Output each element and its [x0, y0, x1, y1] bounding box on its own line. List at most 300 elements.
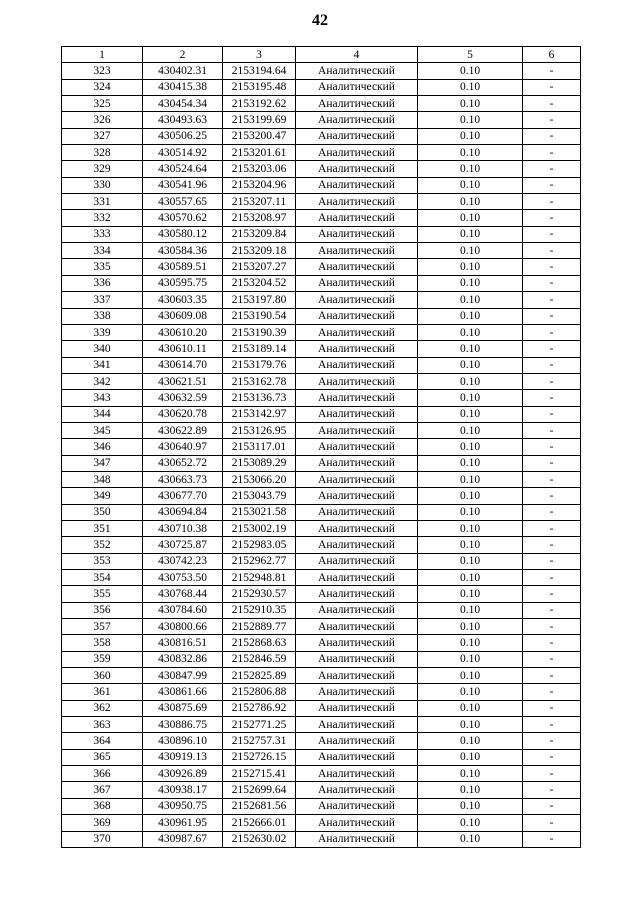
accuracy-cell: 0.10	[418, 602, 523, 618]
accuracy-cell: 0.10	[418, 488, 523, 504]
table-row	[62, 782, 581, 798]
y-coordinate-cell: 2153162.78	[223, 373, 296, 389]
note-cell: -	[523, 733, 581, 749]
note-cell: -	[523, 439, 581, 455]
point-number-cell: 357	[62, 619, 143, 635]
x-coordinate-cell: 430541.96	[143, 177, 223, 193]
accuracy-cell: 0.10	[418, 439, 523, 455]
note-cell: -	[523, 161, 581, 177]
x-coordinate-cell: 430622.89	[143, 422, 223, 438]
point-number-cell: 338	[62, 308, 143, 324]
method-cell: Аналитический	[296, 471, 418, 487]
accuracy-cell: 0.10	[418, 275, 523, 291]
accuracy-cell: 0.10	[418, 733, 523, 749]
note-cell: -	[523, 79, 581, 95]
y-coordinate-cell: 2152983.05	[223, 537, 296, 553]
table-row	[62, 651, 581, 667]
point-number-cell: 341	[62, 357, 143, 373]
y-coordinate-cell: 2152786.92	[223, 700, 296, 716]
note-cell: -	[523, 602, 581, 618]
accuracy-cell: 0.10	[418, 194, 523, 210]
y-coordinate-cell: 2153136.73	[223, 390, 296, 406]
table-row	[62, 422, 581, 438]
point-number-cell: 358	[62, 635, 143, 651]
method-cell: Аналитический	[296, 194, 418, 210]
method-cell: Аналитический	[296, 602, 418, 618]
x-coordinate-cell: 430570.62	[143, 210, 223, 226]
y-coordinate-cell: 2152666.01	[223, 815, 296, 831]
y-coordinate-cell: 2153117.01	[223, 439, 296, 455]
x-coordinate-cell: 430896.10	[143, 733, 223, 749]
point-number-cell: 368	[62, 798, 143, 814]
method-cell: Аналитический	[296, 455, 418, 471]
accuracy-cell: 0.10	[418, 798, 523, 814]
table-row	[62, 831, 581, 847]
table-row	[62, 766, 581, 782]
table-row	[62, 553, 581, 569]
x-coordinate-cell: 430961.95	[143, 815, 223, 831]
table-row	[62, 177, 581, 193]
x-coordinate-cell: 430742.23	[143, 553, 223, 569]
accuracy-cell: 0.10	[418, 635, 523, 651]
note-cell: -	[523, 651, 581, 667]
note-cell: -	[523, 373, 581, 389]
method-cell: Аналитический	[296, 390, 418, 406]
method-cell: Аналитический	[296, 439, 418, 455]
note-cell: -	[523, 570, 581, 586]
note-cell: -	[523, 488, 581, 504]
x-coordinate-cell: 430584.36	[143, 243, 223, 259]
point-number-cell: 344	[62, 406, 143, 422]
note-cell: -	[523, 390, 581, 406]
table-row	[62, 668, 581, 684]
note-cell: -	[523, 815, 581, 831]
accuracy-cell: 0.10	[418, 455, 523, 471]
y-coordinate-cell: 2153043.79	[223, 488, 296, 504]
y-coordinate-cell: 2153190.54	[223, 308, 296, 324]
note-cell: -	[523, 586, 581, 602]
table-row	[62, 570, 581, 586]
x-coordinate-cell: 430609.08	[143, 308, 223, 324]
point-number-cell: 337	[62, 292, 143, 308]
note-cell: -	[523, 504, 581, 520]
table-row	[62, 79, 581, 95]
y-coordinate-cell: 2152910.35	[223, 602, 296, 618]
note-cell: -	[523, 128, 581, 144]
point-number-cell: 355	[62, 586, 143, 602]
x-coordinate-cell: 430493.63	[143, 112, 223, 128]
point-number-cell: 348	[62, 471, 143, 487]
x-coordinate-cell: 430621.51	[143, 373, 223, 389]
point-number-cell: 356	[62, 602, 143, 618]
method-cell: Аналитический	[296, 749, 418, 765]
x-coordinate-cell: 430886.75	[143, 717, 223, 733]
column-header: 4	[296, 47, 418, 63]
x-coordinate-cell: 430847.99	[143, 668, 223, 684]
x-coordinate-cell: 430800.66	[143, 619, 223, 635]
accuracy-cell: 0.10	[418, 79, 523, 95]
column-header: 2	[143, 47, 223, 63]
point-number-cell: 330	[62, 177, 143, 193]
table-row	[62, 145, 581, 161]
y-coordinate-cell: 2153207.27	[223, 259, 296, 275]
table-row	[62, 259, 581, 275]
point-number-cell: 370	[62, 831, 143, 847]
point-number-cell: 342	[62, 373, 143, 389]
method-cell: Аналитический	[296, 815, 418, 831]
point-number-cell: 328	[62, 145, 143, 161]
x-coordinate-cell: 430402.31	[143, 63, 223, 79]
table-row	[62, 357, 581, 373]
note-cell: -	[523, 668, 581, 684]
note-cell: -	[523, 341, 581, 357]
y-coordinate-cell: 2153200.47	[223, 128, 296, 144]
point-number-cell: 333	[62, 226, 143, 242]
x-coordinate-cell: 430875.69	[143, 700, 223, 716]
x-coordinate-cell: 430610.20	[143, 324, 223, 340]
x-coordinate-cell: 430524.64	[143, 161, 223, 177]
note-cell: -	[523, 357, 581, 373]
method-cell: Аналитический	[296, 651, 418, 667]
y-coordinate-cell: 2152825.89	[223, 668, 296, 684]
y-coordinate-cell: 2152868.63	[223, 635, 296, 651]
x-coordinate-cell: 430589.51	[143, 259, 223, 275]
point-number-cell: 325	[62, 96, 143, 112]
y-coordinate-cell: 2153208.97	[223, 210, 296, 226]
table-row	[62, 717, 581, 733]
note-cell: -	[523, 455, 581, 471]
x-coordinate-cell: 430580.12	[143, 226, 223, 242]
method-cell: Аналитический	[296, 308, 418, 324]
table-row	[62, 684, 581, 700]
table-row	[62, 373, 581, 389]
table-row	[62, 292, 581, 308]
point-number-cell: 366	[62, 766, 143, 782]
y-coordinate-cell: 2153194.64	[223, 63, 296, 79]
y-coordinate-cell: 2153209.84	[223, 226, 296, 242]
point-number-cell: 364	[62, 733, 143, 749]
note-cell: -	[523, 766, 581, 782]
method-cell: Аналитический	[296, 292, 418, 308]
table-row	[62, 63, 581, 79]
x-coordinate-cell: 430938.17	[143, 782, 223, 798]
point-number-cell: 350	[62, 504, 143, 520]
y-coordinate-cell: 2153089.29	[223, 455, 296, 471]
coordinates-table	[61, 46, 581, 848]
accuracy-cell: 0.10	[418, 112, 523, 128]
point-number-cell: 349	[62, 488, 143, 504]
table-row	[62, 275, 581, 291]
point-number-cell: 354	[62, 570, 143, 586]
accuracy-cell: 0.10	[418, 177, 523, 193]
method-cell: Аналитический	[296, 422, 418, 438]
point-number-cell: 369	[62, 815, 143, 831]
point-number-cell: 324	[62, 79, 143, 95]
method-cell: Аналитический	[296, 798, 418, 814]
method-cell: Аналитический	[296, 210, 418, 226]
method-cell: Аналитический	[296, 619, 418, 635]
y-coordinate-cell: 2153199.69	[223, 112, 296, 128]
table-row	[62, 471, 581, 487]
accuracy-cell: 0.10	[418, 651, 523, 667]
table-row	[62, 161, 581, 177]
y-coordinate-cell: 2153190.39	[223, 324, 296, 340]
method-cell: Аналитический	[296, 324, 418, 340]
point-number-cell: 353	[62, 553, 143, 569]
y-coordinate-cell: 2153209.18	[223, 243, 296, 259]
accuracy-cell: 0.10	[418, 210, 523, 226]
point-number-cell: 329	[62, 161, 143, 177]
method-cell: Аналитический	[296, 128, 418, 144]
accuracy-cell: 0.10	[418, 226, 523, 242]
y-coordinate-cell: 2153066.20	[223, 471, 296, 487]
note-cell: -	[523, 308, 581, 324]
note-cell: -	[523, 112, 581, 128]
table-row	[62, 749, 581, 765]
method-cell: Аналитический	[296, 635, 418, 651]
table-row	[62, 798, 581, 814]
table-body	[62, 63, 581, 848]
accuracy-cell: 0.10	[418, 243, 523, 259]
y-coordinate-cell: 2152757.31	[223, 733, 296, 749]
point-number-cell: 335	[62, 259, 143, 275]
accuracy-cell: 0.10	[418, 700, 523, 716]
y-coordinate-cell: 2153204.96	[223, 177, 296, 193]
table-row	[62, 226, 581, 242]
y-coordinate-cell: 2153021.58	[223, 504, 296, 520]
y-coordinate-cell: 2153189.14	[223, 341, 296, 357]
note-cell: -	[523, 553, 581, 569]
accuracy-cell: 0.10	[418, 292, 523, 308]
x-coordinate-cell: 430652.72	[143, 455, 223, 471]
x-coordinate-cell: 430677.70	[143, 488, 223, 504]
point-number-cell: 323	[62, 63, 143, 79]
accuracy-cell: 0.10	[418, 357, 523, 373]
accuracy-cell: 0.10	[418, 553, 523, 569]
note-cell: -	[523, 177, 581, 193]
method-cell: Аналитический	[296, 145, 418, 161]
method-cell: Аналитический	[296, 177, 418, 193]
y-coordinate-cell: 2152771.25	[223, 717, 296, 733]
y-coordinate-cell: 2153002.19	[223, 520, 296, 536]
column-header: 5	[418, 47, 523, 63]
note-cell: -	[523, 210, 581, 226]
accuracy-cell: 0.10	[418, 570, 523, 586]
method-cell: Аналитический	[296, 586, 418, 602]
column-header: 6	[523, 47, 581, 63]
accuracy-cell: 0.10	[418, 684, 523, 700]
accuracy-cell: 0.10	[418, 766, 523, 782]
accuracy-cell: 0.10	[418, 96, 523, 112]
table-row	[62, 488, 581, 504]
y-coordinate-cell: 2152806.88	[223, 684, 296, 700]
accuracy-cell: 0.10	[418, 308, 523, 324]
accuracy-cell: 0.10	[418, 520, 523, 536]
accuracy-cell: 0.10	[418, 504, 523, 520]
point-number-cell: 346	[62, 439, 143, 455]
point-number-cell: 334	[62, 243, 143, 259]
y-coordinate-cell: 2153142.97	[223, 406, 296, 422]
note-cell: -	[523, 749, 581, 765]
x-coordinate-cell: 430514.92	[143, 145, 223, 161]
point-number-cell: 339	[62, 324, 143, 340]
y-coordinate-cell: 2152930.57	[223, 586, 296, 602]
y-coordinate-cell: 2153207.11	[223, 194, 296, 210]
table-row	[62, 128, 581, 144]
note-cell: -	[523, 717, 581, 733]
x-coordinate-cell: 430454.34	[143, 96, 223, 112]
note-cell: -	[523, 63, 581, 79]
x-coordinate-cell: 430610.11	[143, 341, 223, 357]
table-row	[62, 537, 581, 553]
y-coordinate-cell: 2152630.02	[223, 831, 296, 847]
header-row	[62, 47, 581, 63]
accuracy-cell: 0.10	[418, 619, 523, 635]
table-row	[62, 308, 581, 324]
accuracy-cell: 0.10	[418, 717, 523, 733]
table-row	[62, 96, 581, 112]
note-cell: -	[523, 259, 581, 275]
point-number-cell: 331	[62, 194, 143, 210]
note-cell: -	[523, 700, 581, 716]
method-cell: Аналитический	[296, 259, 418, 275]
accuracy-cell: 0.10	[418, 324, 523, 340]
x-coordinate-cell: 430987.67	[143, 831, 223, 847]
method-cell: Аналитический	[296, 161, 418, 177]
point-number-cell: 359	[62, 651, 143, 667]
table-row	[62, 194, 581, 210]
y-coordinate-cell: 2153204.52	[223, 275, 296, 291]
point-number-cell: 363	[62, 717, 143, 733]
accuracy-cell: 0.10	[418, 145, 523, 161]
x-coordinate-cell: 430595.75	[143, 275, 223, 291]
table-row	[62, 602, 581, 618]
method-cell: Аналитический	[296, 96, 418, 112]
method-cell: Аналитический	[296, 341, 418, 357]
x-coordinate-cell: 430753.50	[143, 570, 223, 586]
y-coordinate-cell: 2152715.41	[223, 766, 296, 782]
note-cell: -	[523, 406, 581, 422]
x-coordinate-cell: 430640.97	[143, 439, 223, 455]
accuracy-cell: 0.10	[418, 390, 523, 406]
note-cell: -	[523, 619, 581, 635]
note-cell: -	[523, 275, 581, 291]
method-cell: Аналитический	[296, 733, 418, 749]
x-coordinate-cell: 430603.35	[143, 292, 223, 308]
accuracy-cell: 0.10	[418, 259, 523, 275]
x-coordinate-cell: 430768.44	[143, 586, 223, 602]
point-number-cell: 336	[62, 275, 143, 291]
y-coordinate-cell: 2152846.59	[223, 651, 296, 667]
point-number-cell: 326	[62, 112, 143, 128]
accuracy-cell: 0.10	[418, 161, 523, 177]
x-coordinate-cell: 430506.25	[143, 128, 223, 144]
point-number-cell: 365	[62, 749, 143, 765]
table-row	[62, 455, 581, 471]
method-cell: Аналитический	[296, 684, 418, 700]
accuracy-cell: 0.10	[418, 341, 523, 357]
point-number-cell: 332	[62, 210, 143, 226]
note-cell: -	[523, 194, 581, 210]
table-row	[62, 815, 581, 831]
accuracy-cell: 0.10	[418, 668, 523, 684]
method-cell: Аналитический	[296, 275, 418, 291]
note-cell: -	[523, 684, 581, 700]
method-cell: Аналитический	[296, 520, 418, 536]
note-cell: -	[523, 292, 581, 308]
y-coordinate-cell: 2153192.62	[223, 96, 296, 112]
x-coordinate-cell: 430632.59	[143, 390, 223, 406]
method-cell: Аналитический	[296, 668, 418, 684]
table-row	[62, 635, 581, 651]
table-row	[62, 504, 581, 520]
table-row	[62, 406, 581, 422]
point-number-cell: 340	[62, 341, 143, 357]
note-cell: -	[523, 145, 581, 161]
x-coordinate-cell: 430694.84	[143, 504, 223, 520]
table-row	[62, 520, 581, 536]
method-cell: Аналитический	[296, 79, 418, 95]
method-cell: Аналитический	[296, 112, 418, 128]
table-row	[62, 210, 581, 226]
page-number: 42	[312, 12, 328, 29]
x-coordinate-cell: 430950.75	[143, 798, 223, 814]
table-row	[62, 700, 581, 716]
accuracy-cell: 0.10	[418, 128, 523, 144]
method-cell: Аналитический	[296, 717, 418, 733]
method-cell: Аналитический	[296, 537, 418, 553]
x-coordinate-cell: 430725.87	[143, 537, 223, 553]
accuracy-cell: 0.10	[418, 406, 523, 422]
method-cell: Аналитический	[296, 553, 418, 569]
x-coordinate-cell: 430663.73	[143, 471, 223, 487]
y-coordinate-cell: 2152681.56	[223, 798, 296, 814]
y-coordinate-cell: 2152726.15	[223, 749, 296, 765]
note-cell: -	[523, 635, 581, 651]
accuracy-cell: 0.10	[418, 537, 523, 553]
table-row	[62, 112, 581, 128]
table-row	[62, 243, 581, 259]
y-coordinate-cell: 2153179.76	[223, 357, 296, 373]
note-cell: -	[523, 226, 581, 242]
note-cell: -	[523, 243, 581, 259]
method-cell: Аналитический	[296, 766, 418, 782]
point-number-cell: 347	[62, 455, 143, 471]
point-number-cell: 327	[62, 128, 143, 144]
method-cell: Аналитический	[296, 831, 418, 847]
y-coordinate-cell: 2153195.48	[223, 79, 296, 95]
y-coordinate-cell: 2153126.95	[223, 422, 296, 438]
table-row	[62, 733, 581, 749]
y-coordinate-cell: 2152889.77	[223, 619, 296, 635]
table-header	[62, 47, 581, 63]
point-number-cell: 367	[62, 782, 143, 798]
method-cell: Аналитический	[296, 570, 418, 586]
y-coordinate-cell: 2152948.81	[223, 570, 296, 586]
method-cell: Аналитический	[296, 357, 418, 373]
method-cell: Аналитический	[296, 504, 418, 520]
note-cell: -	[523, 422, 581, 438]
x-coordinate-cell: 430415.38	[143, 79, 223, 95]
accuracy-cell: 0.10	[418, 63, 523, 79]
note-cell: -	[523, 798, 581, 814]
y-coordinate-cell: 2153203.06	[223, 161, 296, 177]
method-cell: Аналитический	[296, 243, 418, 259]
method-cell: Аналитический	[296, 226, 418, 242]
accuracy-cell: 0.10	[418, 749, 523, 765]
method-cell: Аналитический	[296, 782, 418, 798]
table-row	[62, 324, 581, 340]
